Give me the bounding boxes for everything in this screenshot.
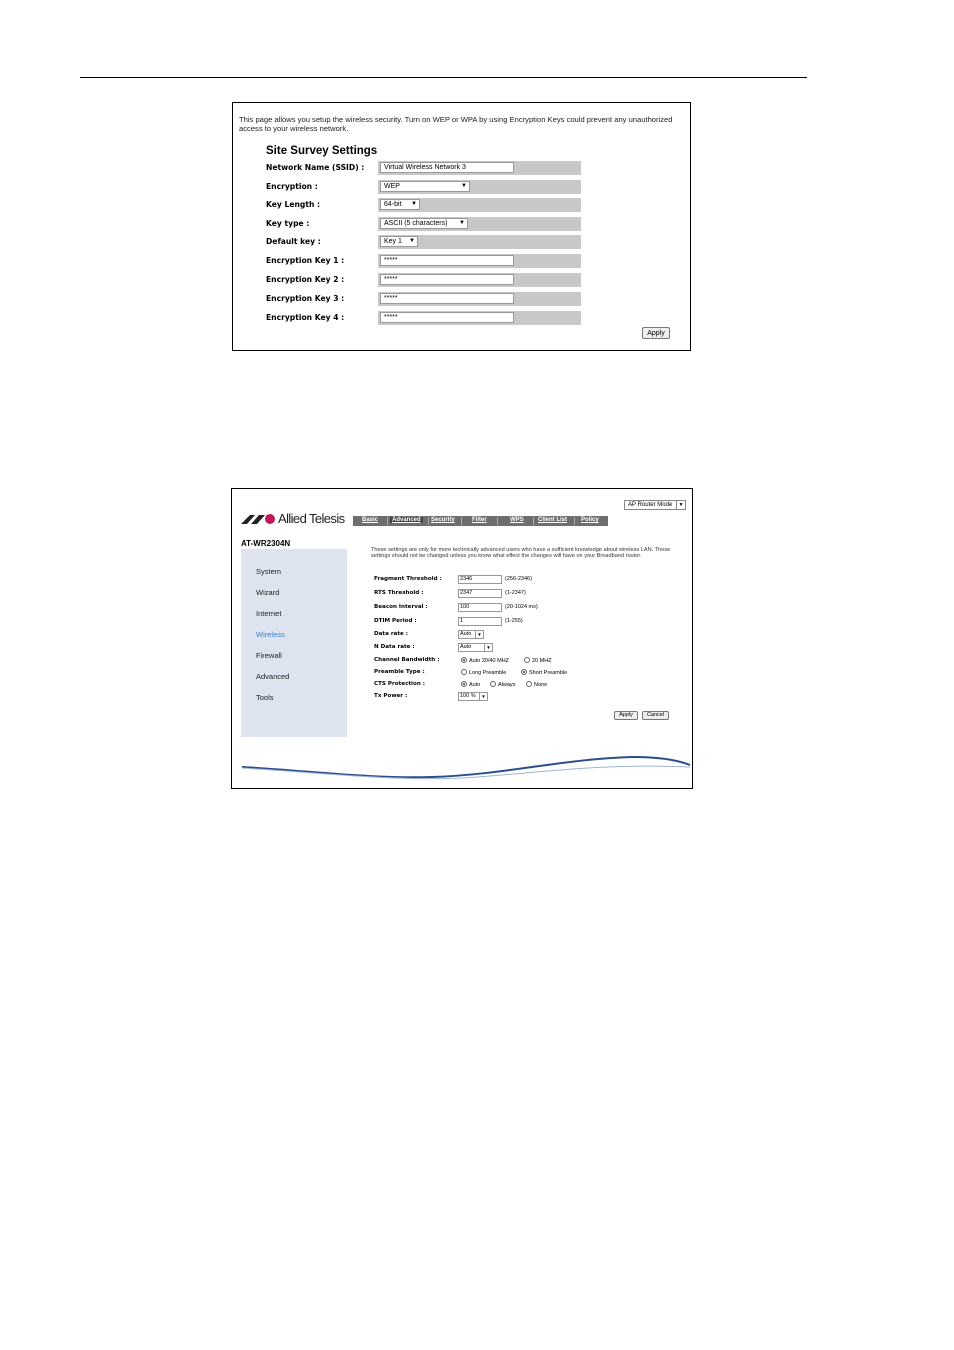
key-type-label: Key type : <box>266 219 310 228</box>
tab-security[interactable]: Security <box>431 517 455 523</box>
bandwidth-auto-radio[interactable] <box>461 657 509 664</box>
ssid-input[interactable]: Virtual Wireless Network 3 <box>380 162 514 173</box>
tab-wps[interactable]: WPS <box>510 517 524 523</box>
tab-separator <box>387 517 388 525</box>
preamble-type-label: Preamble Type : <box>374 669 425 675</box>
dtim-period-label: DTIM Period : <box>374 618 417 624</box>
decorative-wave <box>232 751 693 787</box>
default-key-value: Key 1 <box>384 238 402 245</box>
tab-policy[interactable]: Policy <box>581 517 599 523</box>
tab-basic[interactable]: Basic <box>362 517 379 523</box>
bandwidth-20mhz-label: 20 MHZ <box>532 658 552 664</box>
sidebar-item-wireless[interactable]: Wireless <box>256 630 285 639</box>
model-name: AT-WR2304N <box>241 539 291 548</box>
page-top-rule <box>80 77 807 78</box>
tab-separator <box>497 517 498 525</box>
top-tabs <box>353 516 608 526</box>
radio-dot <box>524 657 530 663</box>
channel-bandwidth-label: Channel Bandwidth : <box>374 657 440 663</box>
sidebar-item-wizard[interactable]: Wizard <box>256 588 280 597</box>
encryption-key-2-label: Encryption Key 2 : <box>266 275 345 284</box>
tab-separator <box>461 517 462 525</box>
beacon-interval-range: (20-1024 ms) <box>505 604 538 610</box>
encryption-key-1-field-bg <box>378 254 581 268</box>
chevron-down-icon: ▼ <box>411 201 417 207</box>
advanced-wireless-screenshot <box>231 488 693 789</box>
sidebar <box>241 549 347 737</box>
site-survey-title: Site Survey Settings <box>266 145 378 157</box>
default-key-select[interactable] <box>380 236 418 247</box>
data-rate-select[interactable] <box>458 630 484 639</box>
n-data-rate-value: Auto <box>460 644 472 650</box>
tab-client-list[interactable]: Client List <box>538 517 568 523</box>
cts-auto-label: Auto <box>469 682 481 688</box>
tab-advanced[interactable]: Advanced <box>392 517 421 523</box>
chevron-down-icon: ▼ <box>459 220 465 226</box>
encryption-key-3-field-bg <box>378 292 581 306</box>
radio-dot <box>461 669 467 675</box>
radio-dot <box>521 669 527 675</box>
cts-always-radio[interactable] <box>490 681 515 688</box>
sidebar-item-internet[interactable]: Internet <box>256 609 282 618</box>
encryption-label: Encryption : <box>266 182 318 191</box>
bandwidth-auto-label: Auto 20/40 MHZ <box>469 658 510 664</box>
cts-auto-radio[interactable] <box>461 681 480 688</box>
encryption-key-2-input[interactable]: ***** <box>380 274 514 285</box>
default-key-field-bg <box>378 235 581 249</box>
beacon-interval-input[interactable]: 100 <box>458 603 502 612</box>
chevron-down-icon: ▼ <box>676 501 685 509</box>
beacon-interval-label: Beacon Interval : <box>374 604 428 610</box>
dtim-period-input[interactable]: 1 <box>458 617 502 626</box>
chevron-down-icon: ▼ <box>484 644 492 651</box>
sidebar-item-tools[interactable]: Tools <box>256 693 274 702</box>
allied-telesis-logo <box>241 509 351 527</box>
sidebar-item-advanced[interactable]: Advanced <box>256 672 290 681</box>
fragment-threshold-input[interactable]: 2346 <box>458 575 502 584</box>
key-length-label: Key Length : <box>266 200 321 209</box>
bandwidth-20mhz-radio[interactable] <box>524 657 552 664</box>
wireless-security-screenshot <box>232 102 691 351</box>
rts-threshold-label: RTS Threshold : <box>374 590 424 596</box>
sidebar-item-firewall[interactable]: Firewall <box>256 651 282 660</box>
rts-threshold-range: (1-2347) <box>505 590 526 596</box>
router-mode-value: AP Router Mode <box>628 502 673 508</box>
encryption-key-4-label: Encryption Key 4 : <box>266 313 345 322</box>
encryption-key-4-field-bg <box>378 311 581 325</box>
key-length-field-bg <box>378 198 581 212</box>
apply-button[interactable]: Apply <box>642 327 670 339</box>
encryption-key-2-field-bg <box>378 273 581 287</box>
encryption-select[interactable] <box>380 181 470 192</box>
logo-mark-icon <box>241 512 277 526</box>
long-preamble-label: Long Preamble <box>469 670 507 676</box>
advanced-intro-text: These settings are only for more technically advanced users who have a sufficient knowledge about wireless LAN. These settings should not be changed unless you know what effect the changes will have on your Broadband router. <box>371 547 671 560</box>
cts-always-label: Always <box>498 682 516 688</box>
default-key-label: Default key : <box>266 237 321 246</box>
fragment-threshold-range: (256-2346) <box>505 576 532 582</box>
chevron-down-icon: ▼ <box>479 693 487 700</box>
ssid-label: Network Name (SSID) : <box>266 163 365 172</box>
cancel-button[interactable]: Cancel <box>642 711 669 720</box>
tab-separator <box>533 517 534 525</box>
tx-power-value: 100 % <box>460 693 476 699</box>
tab-separator <box>574 517 575 525</box>
encryption-value: WEP <box>384 183 400 190</box>
key-type-select[interactable] <box>380 218 468 229</box>
apply-button[interactable]: Apply <box>614 711 638 720</box>
rts-threshold-input[interactable]: 2347 <box>458 589 502 598</box>
encryption-key-1-input[interactable]: ***** <box>380 255 514 266</box>
cts-protection-label: CTS Protection : <box>374 681 425 687</box>
security-intro-text: This page allows you setup the wireless security. Turn on WEP or WPA by using Encryption Keys could prevent any unauthorized access to your wireless network. <box>239 115 673 133</box>
chevron-down-icon: ▼ <box>409 238 415 244</box>
short-preamble-label: Short Preamble <box>529 670 568 676</box>
long-preamble-radio[interactable] <box>461 669 506 676</box>
radio-dot <box>461 681 467 687</box>
tx-power-select[interactable] <box>458 692 488 701</box>
encryption-key-3-label: Encryption Key 3 : <box>266 294 345 303</box>
chevron-down-icon: ▼ <box>461 183 467 189</box>
tx-power-label: Tx Power : <box>374 693 408 699</box>
n-data-rate-label: N Data rate : <box>374 644 415 650</box>
n-data-rate-select[interactable] <box>458 643 493 652</box>
tab-filter[interactable]: Filter <box>472 517 487 523</box>
logo-text: Allied Telesis <box>278 511 345 526</box>
fragment-threshold-label: Fragment Threshold : <box>374 576 442 582</box>
cts-none-label: None <box>534 682 548 688</box>
encryption-key-1-label: Encryption Key 1 : <box>266 256 345 265</box>
radio-dot <box>461 657 467 663</box>
data-rate-label: Data rate : <box>374 631 408 637</box>
data-rate-value: Auto <box>460 631 472 637</box>
tab-separator <box>428 517 429 525</box>
key-length-select[interactable] <box>380 199 420 210</box>
radio-dot <box>526 681 532 687</box>
chevron-down-icon: ▼ <box>475 631 483 638</box>
cts-none-radio[interactable] <box>526 681 547 688</box>
router-mode-select[interactable] <box>624 500 686 510</box>
sidebar-item-system[interactable]: System <box>256 567 282 576</box>
radio-dot <box>490 681 496 687</box>
ssid-field-bg <box>378 161 581 175</box>
encryption-key-3-input[interactable]: ***** <box>380 293 514 304</box>
key-length-value: 64-bit <box>384 201 402 208</box>
dtim-period-range: (1-255) <box>505 618 523 624</box>
short-preamble-radio[interactable] <box>521 669 567 676</box>
encryption-field-bg <box>378 180 581 194</box>
encryption-key-4-input[interactable]: ***** <box>380 312 514 323</box>
key-type-field-bg <box>378 217 581 231</box>
key-type-value: ASCII (5 characters) <box>384 220 448 227</box>
